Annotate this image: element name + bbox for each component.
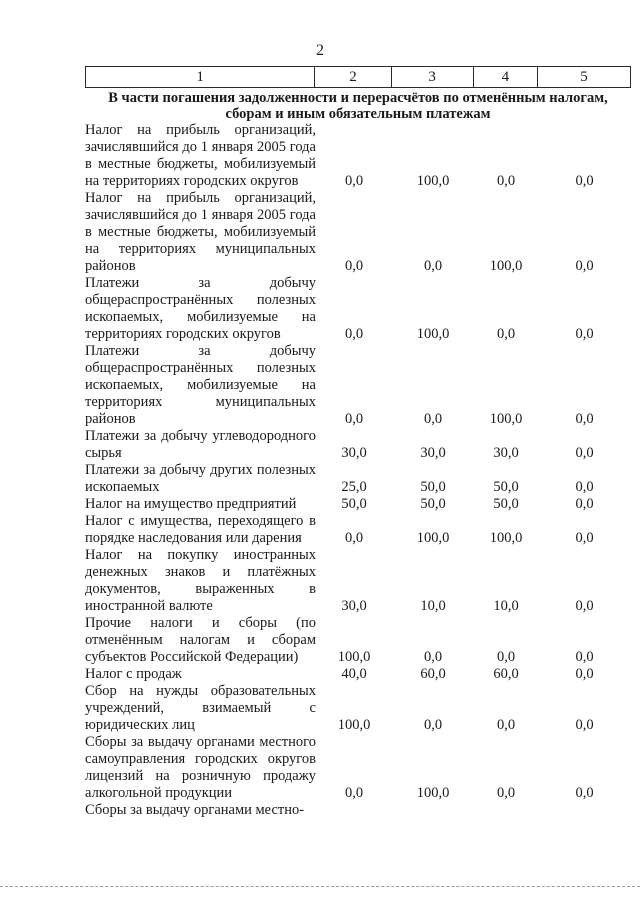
row-value-col-3: 0,0 xyxy=(423,258,443,274)
row-value-col-5: 0,0 xyxy=(575,326,594,342)
row-label: Сборы за выдачу органами местно- xyxy=(85,802,305,818)
row-value-col-4: 0,0 xyxy=(496,785,516,801)
row-value-col-3: 100,0 xyxy=(416,785,450,801)
row-value-col-2: 0,0 xyxy=(344,326,364,342)
table-row xyxy=(85,547,631,615)
row-value-col-5: 0,0 xyxy=(575,411,594,427)
row-value-col-4: 0,0 xyxy=(496,717,516,733)
row-value-col-4: 50,0 xyxy=(493,496,519,512)
column-header-1: 1 xyxy=(86,67,315,88)
row-value-col-4: 50,0 xyxy=(493,479,519,495)
column-header-5: 5 xyxy=(537,67,630,88)
row-value-col-2: 0,0 xyxy=(344,173,364,189)
row-value-col-2: 0,0 xyxy=(344,411,364,427)
row-label: Платежи за добычу общераспространённых полезных ископаемых, мобилизуемые на территориях муниципальных районов xyxy=(85,343,316,427)
table-row xyxy=(85,122,631,190)
row-value-col-3: 100,0 xyxy=(416,530,450,546)
row-value-col-2: 0,0 xyxy=(344,258,364,274)
table-body xyxy=(85,122,631,819)
row-value-col-5: 0,0 xyxy=(575,479,594,495)
row-value-col-5: 0,0 xyxy=(575,598,594,614)
table-row xyxy=(85,802,631,819)
table-row xyxy=(85,190,631,275)
table-row xyxy=(85,734,631,802)
page-bottom-divider xyxy=(0,886,640,887)
table-row xyxy=(85,513,631,547)
row-value-col-3: 10,0 xyxy=(420,598,446,614)
table-row xyxy=(85,343,631,428)
row-value-col-3: 100,0 xyxy=(416,173,450,189)
row-value-col-5: 0,0 xyxy=(575,666,594,682)
row-value-col-2: 0,0 xyxy=(344,530,364,546)
row-label: Налог на прибыль организаций, зачислявшийся до 1 января 2005 года в местные бюджеты, мобилизуемый на территориях муниципальных районов xyxy=(85,190,316,274)
row-value-col-3: 50,0 xyxy=(420,479,446,495)
row-label: Платежи за добычу общераспространённых полезных ископаемых, мобилизуемые на территориях городских округов xyxy=(85,275,316,342)
column-header-2: 2 xyxy=(315,67,391,88)
table-row xyxy=(85,666,631,683)
row-label: Налог с продаж xyxy=(85,666,182,682)
row-value-col-3: 100,0 xyxy=(416,326,450,342)
page-number: 2 xyxy=(316,42,324,59)
table-row xyxy=(85,496,631,513)
row-value-col-5: 0,0 xyxy=(575,258,594,274)
row-value-col-3: 60,0 xyxy=(420,666,446,682)
table-row xyxy=(85,275,631,343)
row-label: Платежи за добычу других полезных ископаемых xyxy=(85,462,316,495)
row-value-col-4: 60,0 xyxy=(493,666,519,682)
row-value-col-3: 30,0 xyxy=(420,445,446,461)
section-heading: В части погашения задолженности и перерасчётов по отменённым налогам, сборам и иным обязательным платежам xyxy=(108,90,608,122)
table-row xyxy=(85,428,631,462)
row-value-col-2: 100,0 xyxy=(337,649,371,665)
row-label: Налог на прибыль организаций, зачислявшийся до 1 января 2005 года в местные бюджеты, мобилизуемый на территориях городских округов xyxy=(85,122,316,189)
row-value-col-4: 0,0 xyxy=(496,649,516,665)
row-value-col-5: 0,0 xyxy=(575,530,594,546)
column-header-4: 4 xyxy=(473,67,537,88)
column-header-3: 3 xyxy=(391,67,473,88)
row-value-col-3: 0,0 xyxy=(423,717,443,733)
row-value-col-5: 0,0 xyxy=(575,785,594,801)
row-label: Налог на покупку иностранных денежных знаков и платёжных документов, выраженных в иностранной валюте xyxy=(85,547,316,614)
row-value-col-3: 50,0 xyxy=(420,496,446,512)
row-value-col-2: 50,0 xyxy=(341,496,367,512)
row-value-col-4: 30,0 xyxy=(493,445,519,461)
row-value-col-5: 0,0 xyxy=(575,649,594,665)
row-value-col-2: 0,0 xyxy=(344,785,364,801)
column-number-header xyxy=(85,66,631,88)
row-label: Прочие налоги и сборы (по отменённым налогам и сборам субъектов Российской Федерации) xyxy=(85,615,316,665)
row-value-col-3: 0,0 xyxy=(423,411,443,427)
row-label: Налог на имущество предприятий xyxy=(85,496,297,512)
row-label: Сбор на нужды образовательных учреждений, взимаемый с юридических лиц xyxy=(85,683,316,733)
row-value-col-4: 0,0 xyxy=(496,326,516,342)
row-value-col-3: 0,0 xyxy=(423,649,443,665)
row-value-col-4: 100,0 xyxy=(489,258,523,274)
row-label: Налог с имущества, переходящего в порядке наследования или дарения xyxy=(85,513,316,546)
row-label: Платежи за добычу углеводородного сырья xyxy=(85,428,316,461)
row-value-col-4: 10,0 xyxy=(493,598,519,614)
row-value-col-5: 0,0 xyxy=(575,445,594,461)
row-label: Сборы за выдачу органами местного самоуправления городских округов лицензий на розничную продажу алкогольной продукции xyxy=(85,734,316,801)
row-value-col-5: 0,0 xyxy=(575,717,594,733)
row-value-col-5: 0,0 xyxy=(575,496,594,512)
row-value-col-2: 100,0 xyxy=(337,717,371,733)
table-row xyxy=(85,683,631,734)
row-value-col-2: 30,0 xyxy=(341,598,367,614)
row-value-col-4: 0,0 xyxy=(496,173,516,189)
row-value-col-2: 25,0 xyxy=(341,479,367,495)
table-row xyxy=(85,462,631,496)
table-row xyxy=(85,615,631,666)
row-value-col-4: 100,0 xyxy=(489,530,523,546)
row-value-col-4: 100,0 xyxy=(489,411,523,427)
row-value-col-5: 0,0 xyxy=(575,173,594,189)
row-value-col-2: 40,0 xyxy=(341,666,367,682)
row-value-col-2: 30,0 xyxy=(341,445,367,461)
